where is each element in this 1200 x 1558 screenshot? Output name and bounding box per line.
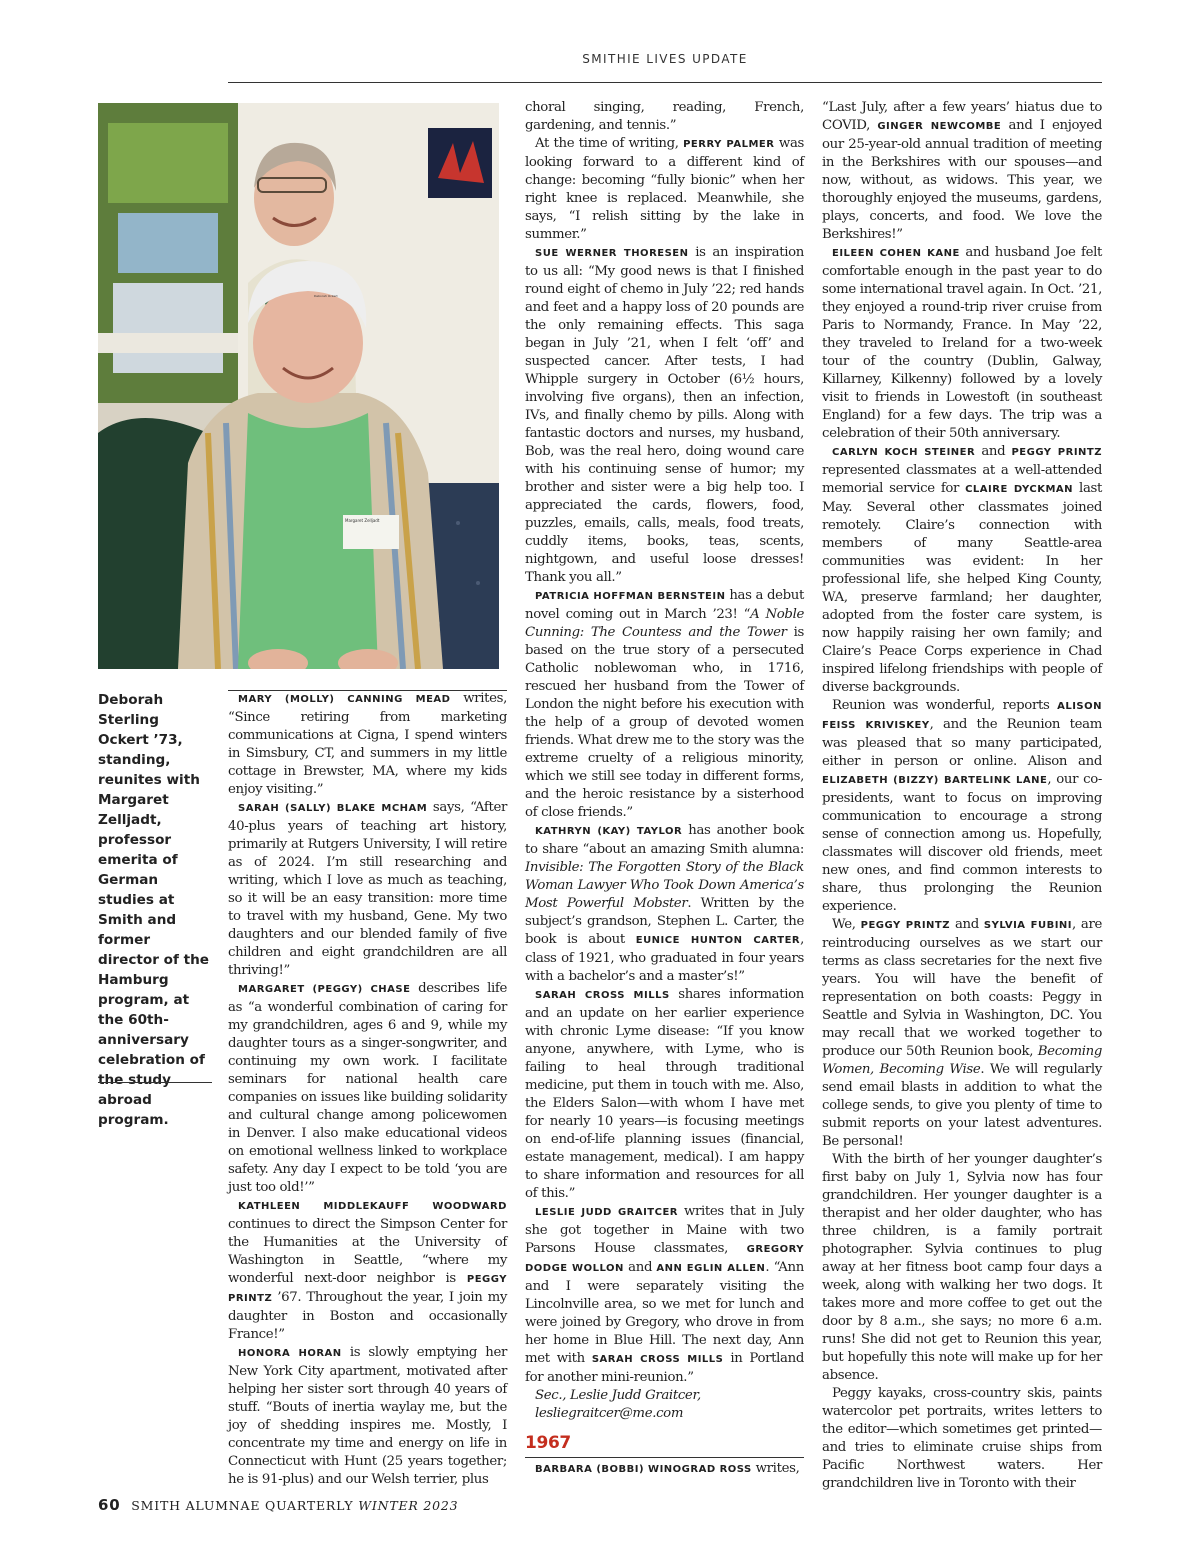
column-2	[525, 99, 804, 1479]
column-3	[822, 99, 1102, 1493]
note-taylor: KATHRYN (KAY) TAYLOR has another book to share “about an amazing Smith alumna: Invisible: The Forgotten Story of the Black Woman Lawyer Who Took Down America’s Most Powerful Mobster. Written by the subject’s grandson, Stephen L. Carter, the book is about EUNICE HUNTON CARTER, class of 1921, who graduated in four years with a bachelor’s and a master’s!”	[525, 823, 805, 984]
note-graitcer: LESLIE JUDD GRAITCER writes that in July she got together in Maine with two Parsons House classmates, GREGORY DODGE WOLLON and ANN EGLIN ALLEN. “Ann and I were separately visiting the Lincolnville area, so we met for lunch and were joined by Gregory, who drove in from her home in Blue Hill. The next day, Ann met with SARAH CROSS MILLS in Portland for another mini-reunion.”	[525, 1204, 804, 1385]
classmate-name: LESLIE JUDD GRAITCER	[535, 1207, 678, 1218]
classmate-name: EUNICE HUNTON CARTER	[635, 935, 801, 946]
note-peggy: Peggy kayaks, cross-country skis, paints watercolor pet portraits, writes letters to the editor—which sometimes get printed—and tries to eliminate cruise ships from Pacific Northwest waters. Her grandchildren live in Toronto with their	[822, 1386, 1102, 1491]
seated-name-badge: Margaret Zelljadt	[345, 518, 380, 523]
book-title: A Noble Cunning: The Countess and the Tower	[525, 607, 804, 640]
classmate-name: GINGER NEWCOMBE	[877, 121, 1002, 132]
note-steiner: CARLYN KOCH STEINER and PEGGY PRINTZ represented classmates at a well-attended memorial service for CLAIRE DYCKMAN last May. Several other classmates joined remotely. Claire’s connection with members of many Seattle-area communities was evident: In her professional life, she helped King County, WA, preserve farmland; her daughter, adopted from the foster care system, is now happily raising her own family; and Claire’s Peace Corps experience in Chad inspired lifelong friendships with people of diverse backgrounds.	[822, 444, 1103, 695]
classmate-name: ALISON FEISS KRIVISKEY	[822, 701, 1102, 731]
classmate-name: PEGGY PRINTZ	[860, 920, 950, 931]
classmate-name: KATHLEEN MIDDLEKAUFF WOODWARD	[238, 1201, 507, 1212]
classmate-name: CLAIRE DYCKMAN	[965, 484, 1074, 495]
classmate-name: PEGGY PRINTZ	[1011, 447, 1102, 458]
classmate-name: SYLVIA FUBINI	[983, 920, 1073, 931]
page-number: 60	[98, 1496, 121, 1514]
magazine-name: SMITH ALUMNAE QUARTERLY	[131, 1498, 354, 1513]
note-thoresen: SUE WERNER THORESEN is an inspiration to us all: “My good news is that I finished round eight of chemo in July ’22; red hands and feet and a happy loss of 20 pounds are the only remaining effects. This saga began in July ’21, when I felt ‘off’ and suspected cancer. After tests, I had Whipple surgery in October (6½ hours, involving five organs), then an infection, IVs, and finally chemo by pills. Along with fantastic doctors and nurses, my husband, Bob, was the real hero, doing wound care with his continuing sense of humor; my brother and sister were a big help too. I appreciated the cards, flowers, food, puzzles, emails, calls, meals, food treats, cuddly items, books, teas, scents, nightgown, and useful loose dresses! Thank you all.”	[525, 245, 804, 585]
issue-season: WINTER 2023	[358, 1498, 459, 1513]
note-palmer: At the time of writing, PERRY PALMER was looking forward to a different kind of change: becoming “fully bionic” when her right knee is replaced. Meanwhile, she says, “I relish sitting by the lake in summer.”	[525, 136, 804, 242]
note-ross: BARBARA (BOBBI) WINOGRAD ROSS writes,	[535, 1461, 800, 1476]
note-woodward: KATHLEEN MIDDLEKAUFF WOODWARD continues to direct the Simpson Center for the Humanities at the University of Washington in Seattle, “where my wonderful next-door neighbor is PEGGY PRINTZ ’67. Throughout the year, I join my daughter in Boston and occasionally France!”	[228, 1201, 507, 1342]
classmate-name: CARLYN KOCH STEINER	[832, 447, 976, 458]
column-1	[228, 690, 507, 1489]
classmate-name: ANN EGLIN ALLEN	[656, 1263, 766, 1274]
note-mead: MARY (MOLLY) CANNING MEAD writes, “Since retiring from marketing communications at Cigna, I spend winters in Simsbury, CT, and summers in my little cottage in Brewster, MA, where my kids enjoy visiting.”	[228, 691, 507, 797]
book-title: Becoming Women, Becoming Wise	[822, 1044, 1102, 1077]
note-chase: MARGARET (PEGGY) CHASE describes life as “a wonderful combination of caring for my grandchildren, ages 6 and 9, while my daughter tours as a singer-songwriter, and continuing my own work. I facilitate seminars for national health care companies on issues like building solidarity and cultural change among policewomen in Denver. I also make educational videos on emotional wellness linked to workplace safety. Any day I expect to be told ‘you are just too old!’”	[228, 981, 507, 1195]
photo-caption: Deborah Sterling Ockert ’73, standing, reunites with Margaret Zelljadt, professor emerita of German studies at Smith and former director of the Hamburg program, at the 60th-anniversary celebration of the study abroad program.	[98, 692, 210, 1128]
header-rule	[228, 82, 1102, 83]
note-sylvia: With the birth of her younger daughter’s first baby on July 1, Sylvia now has four grandchildren. Her younger daughter is a therapist and her older daughter, who has three children, is a family portrait photographer. Sylvia continues to plug away at her fitness boot camp four days a week, along with walking her two dogs. It takes more and more coffee to get out the door by 8 a.m., she says; no more 6 a.m. runs! She did not get to Reunion this year, but hopefully this note will make up for her absence.	[822, 1152, 1102, 1383]
note-bernstein: PATRICIA HOFFMAN BERNSTEIN has a debut novel coming out in March ’23! “A Noble Cunning: The Countess and the Tower is based on the true story of a persecuted Catholic noblewoman who, in 1716, rescued her husband from the Tower of London the night before his execution with the help of a group of devoted women friends. What drew me to the story was the extreme cruelty of a religious minority, which we still see today in different forms, and the heroic resistance by a sisterhood of close friends.”	[525, 588, 804, 820]
note-secretaries: We, PEGGY PRINTZ and SYLVIA FUBINI, are reintroducing ourselves as we start our terms as class secretaries for the next five years. You will have the benefit of representation on both coasts: Peggy in Seattle and Sylvia in Washington, DC. You may recall that we worked together to produce our 50th Reunion book, Becoming Women, Becoming Wise. We will regularly send email blasts in addition to what the college sends, to give you plenty of time to submit reports on your latest adventures. Be personal!	[822, 917, 1102, 1149]
classmate-name: HONORA HORAN	[238, 1348, 342, 1359]
classmate-name: ELIZABETH (BIZZY) BARTELINK LANE	[822, 775, 1048, 786]
note-mcham: SARAH (SALLY) BLAKE MCHAM says, “After 40-plus years of teaching art history, primarily at Rutgers University, I will retire as of 2024. I’m still researching and writing, which I love as much as teaching, so it will be an easy transition: more time to travel with my husband, Gene. My two daughters and our blended family of five children and eight grandchildren are all thriving!”	[228, 800, 507, 978]
classmate-name: EILEEN COHEN KANE	[832, 248, 960, 259]
note-horan: HONORA HORAN is slowly emptying her New York City apartment, motivated after helping her sister sort through 40 years of stuff. “Bouts of inertia waylay me, but the joy of shedding inspires me. Mostly, I concentrate my time and energy on life in Connecticut with Hunt (25 years together; he is 91-plus) and our Welsh terrier, plus	[228, 1345, 508, 1487]
reunion-photo	[98, 103, 499, 669]
class-year-heading: 1967	[525, 1433, 571, 1453]
classmate-name: BARBARA (BOBBI) WINOGRAD ROSS	[535, 1464, 752, 1475]
note-reunion: Reunion was wonderful, reports ALISON FEISS KRIVISKEY, and the Reunion team was pleased that so many participated, either in person or online. Alison and ELIZABETH (BIZZY) BARTELINK LANE, our co-presidents, want to focus on improving communication to encourage a strong sense of connection among us. Hopefully, classmates will discover old friends, meet new ones, and find common interests to share, thus prolonging the Reunion experience.	[822, 698, 1103, 914]
classmate-name: SARAH (SALLY) BLAKE MCHAM	[238, 803, 428, 814]
classmate-name: KATHRYN (KAY) TAYLOR	[535, 826, 683, 837]
secretary-signature: Sec., Leslie Judd Graitcer,	[535, 1388, 701, 1403]
note-ross-continued: “Last July, after a few years’ hiatus due to COVID, GINGER NEWCOMBE and I enjoyed our 25-year-old annual tradition of meeting in the Berkshires with our spouses—and now, without, as widows. This year, we thoroughly enjoyed the museums, gardens, plays, concerts, and food. We love the Berkshires!”	[822, 100, 1102, 242]
caption-rule	[98, 1082, 212, 1083]
secretary-email: lesliegraitcer@me.com	[535, 1406, 684, 1421]
classmate-name: PERRY PALMER	[683, 139, 775, 150]
note-horan-continued: choral singing, reading, French, gardening, and tennis.”	[525, 100, 804, 133]
standing-name-badge: Deborah Ockert	[314, 294, 338, 298]
classmate-name: PEGGY PRINTZ	[228, 1274, 507, 1304]
classmate-name: SUE WERNER THORESEN	[535, 248, 689, 259]
note-mills: SARAH CROSS MILLS shares information and an update on her earlier experience with chronic Lyme disease: “If you know anyone, anywhere, with Lyme, who is failing to heal through traditional medicine, put them in touch with me. Also, the Elders Salon—with whom I have met for nearly 10 years—is focusing meetings on end-of-life planning issues (financial, estate management, medical). I am happy to share information and resources for all of this.”	[525, 987, 805, 1201]
note-kane: EILEEN COHEN KANE and husband Joe felt comfortable enough in the past year to do some international travel again. In Oct. ’21, they enjoyed a round-trip river cruise from Paris to Normandy, France. In May ’22, they traveled to Ireland for a two-week tour of the country (Dublin, Galway, Killarney, Kilkenny) followed by a lovely visit to friends in Lowestoft (in southeast England) for a few days. The trip was a celebration of their 50th anniversary.	[822, 245, 1103, 441]
classmate-name: PATRICIA HOFFMAN BERNSTEIN	[535, 591, 726, 602]
book-title: Invisible: The Forgotten Story of the Black Woman Lawyer Who Took Down America’s Most Powerful Mobster	[525, 860, 804, 911]
classmate-name: SARAH CROSS MILLS	[591, 1354, 724, 1365]
section-header: SMITHIE LIVES UPDATE	[582, 52, 748, 66]
page-footer	[98, 1496, 458, 1514]
classmate-name: MARY (MOLLY) CANNING MEAD	[238, 694, 451, 705]
classmate-name: SARAH CROSS MILLS	[535, 990, 670, 1001]
class-year-rule	[525, 1457, 804, 1458]
classmate-name: GREGORY DODGE WOLLON	[525, 1244, 804, 1274]
classmate-name: MARGARET (PEGGY) CHASE	[238, 984, 411, 995]
